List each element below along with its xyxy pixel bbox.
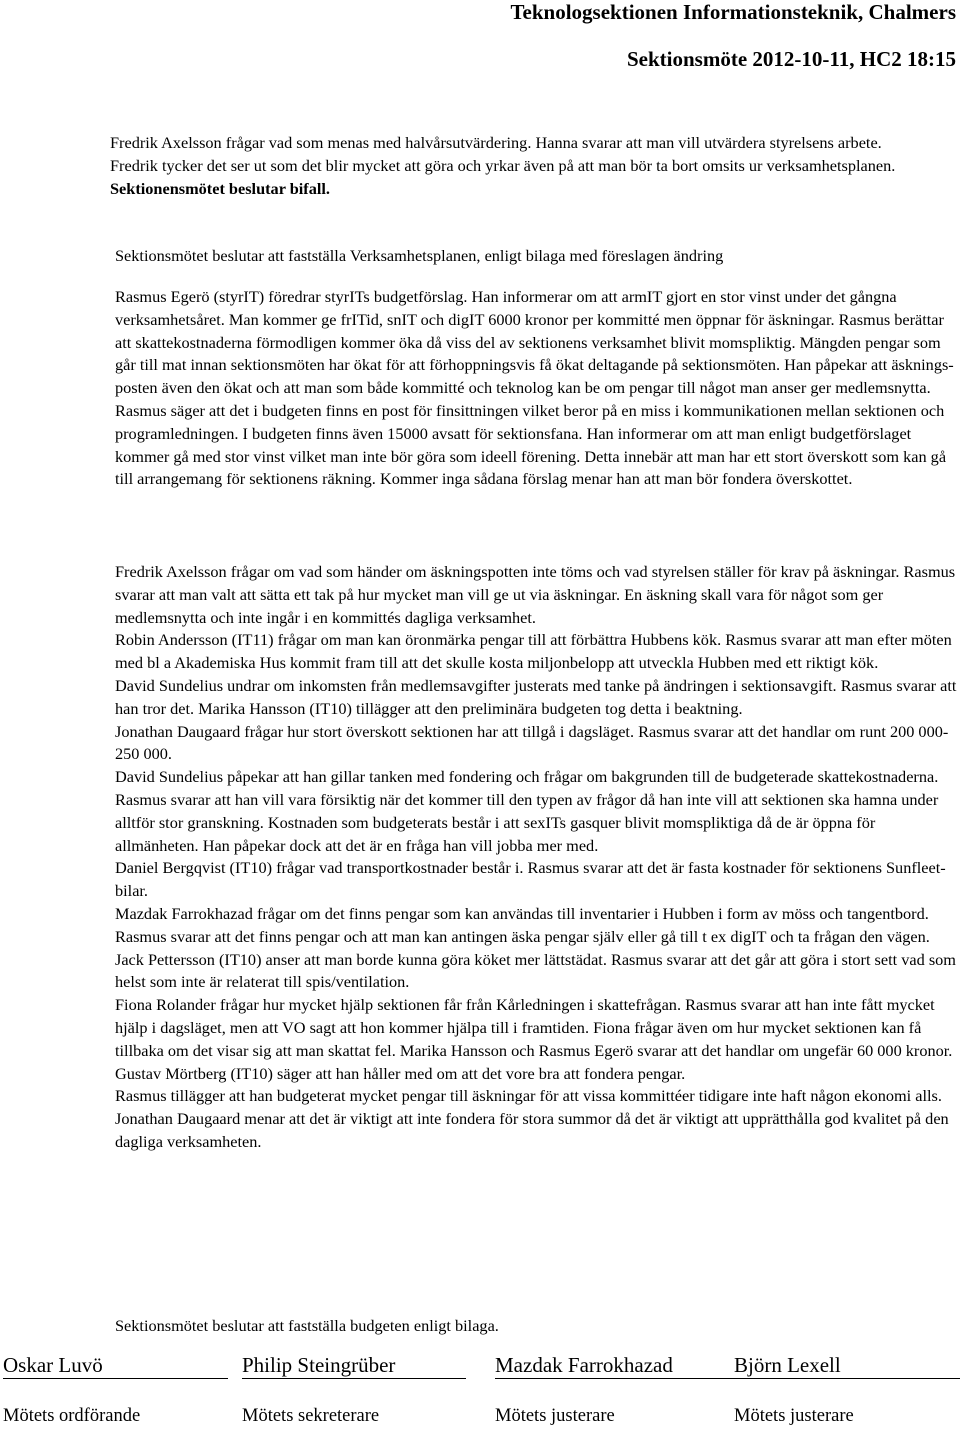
discussion-item: Jonathan Daugaard menar att det är viktigt att inte fondera för stora summor då det är viktigt att upprätthålla god kvalitet på den dagliga verksamheten.: [115, 1109, 949, 1151]
decision-verksamhetsplan: Sektionsmötet beslutar att fastställa Verksamhetsplanen, enligt bilaga med föreslagen ändring: [115, 246, 724, 265]
signature-chair: [3, 1352, 228, 1379]
document-header-meeting: Sektionsmöte 2012-10-11, HC2 18:15: [627, 47, 956, 71]
paragraph-halvarsutvardering: [110, 132, 930, 200]
signature-role-adjuster-2: Mötets justerare: [734, 1406, 854, 1426]
signature-name: Oskar Luvö: [3, 1352, 228, 1379]
discussion-block: [115, 561, 960, 1154]
discussion-item: Gustav Mörtberg (IT10) säger att han håller med om att det vore bra att fondera pengar.: [115, 1063, 686, 1083]
discussion-item: Fiona Rolander frågar hur mycket hjälp sektionen får från Kårledningen i skattefrågan. Rasmus svarar att han inte fått mycket hjälp i dagsläget, men att VO sagt att hon kommer hjälpa till i framtiden. Fiona frågar även om hur mycket sektionen kan få tillbaka om det visar sig att man skattat fel. Marika Hansson och Rasmus Egerö svarar att det handlar om ungefär 60 000 kronor.: [115, 995, 953, 1060]
signature-role-secretary: Mötets sekreterare: [242, 1406, 380, 1426]
signature-role-adjuster-1: Mötets justerare: [495, 1406, 615, 1426]
signature-adjuster-2: [734, 1352, 841, 1378]
discussion-item: Jonathan Daugaard frågar hur stort överskott sektionen har att tillgå i dagsläget. Rasmus svarar att det handlar om runt 200 000-250 000.: [115, 721, 949, 764]
discussion-item: Mazdak Farrokhazad frågar om det finns pengar som kan användas till inventarier i Hubben i form av möss och tangentbord. Rasmus svarar att det finns pengar och att man kan antingen äska pengar själv eller gå till t ex digIT och ta frågan den vägen.: [115, 903, 930, 946]
signature-adjuster-1: [495, 1352, 960, 1379]
decision-budget: Sektionsmötet beslutar att fastställa budgeten enligt bilaga.: [115, 1316, 499, 1335]
paragraph-text: Fredrik Axelsson frågar vad som menas med halvårsutvärdering. Hanna svarar att man vill utvärdera styrelsens arbete. Fredrik tycker det ser ut som det blir mycket att göra och yrkar även på att man bör ta bort omsits ur verksamhetsplanen.: [110, 133, 896, 175]
paragraph-budget-presentation: Rasmus Egerö (styrIT) föredrar styrITs budgetförslag. Han informerar om att armIT gjort en stor vinst under det gångna verksamhetsåret. Man kommer ge frITid, snIT och digIT 6000 kronor per kommitté men öppnar för äskningar. Rasmus berättar att skattekostnaderna förmodligen kommer öka då viss del av sektionens verksamhet blivit momspliktig. Mängden pengar som går till mat innan sektionsmöten har ökat för att förhoppningsvis få ökat deltagande på sektionsmöten. Han påpekar att äsknings-posten även den ökat och att man som både kommitté och teknolog kan be om pengar till något man anser ger medlemsnytta. Rasmus säger att det i budgeten finns en post för finsittningen vilket beror på en miss i kommunikationen mellan sektionen och programledningen. I budgeten finns även 15000 avsatt för sektionsfana. Han informerar om att man enligt budgetförslaget kommer gå med stor vinst vilket man inte bör göra som ideell förening. Detta innebär att man har ett stort överskott som kan gå till arrangemang för sektionens räkning. Kommer inga sådana förslag menar han att man bör fondera överskottet.: [115, 287, 954, 489]
discussion-item: Daniel Bergqvist (IT10) frågar vad transportkostnader består i. Rasmus svarar att det är fasta kostnader för sektionens Sunfleet-bilar.: [115, 858, 946, 901]
discussion-item: Fredrik Axelsson frågar om vad som händer om äskningspotten inte töms och vad styrelsen ställer för krav på äskningar. Rasmus svarar att man valt att sätta ett tak på hur mycket man vill ge ut via äskningar. En äskning skall vara för något som ger medlemsnytta och inte ingår i en kommittés dagliga verksamhet.: [115, 562, 956, 627]
discussion-item: Rasmus tillägger att han budgeterat mycket pengar till äskningar för att vissa kommittéer tidigare inte haft någon ekonomi alls.: [115, 1086, 942, 1106]
discussion-item: Robin Andersson (IT11) frågar om man kan öronmärka pengar till att förbättra Hubbens kök. Rasmus svarar att man efter möten med bl a Akademiska Hus kommit fram till att det skulle kosta miljonbelopp att utveckla Hubben med ett riktigt kök.: [115, 630, 952, 673]
discussion-item: Jack Pettersson (IT10) anser att man borde kunna göra köket mer lättstädat. Rasmus svarar att det går att göra i stort sett vad som helst som inte är relaterat till spis/ventilation.: [115, 949, 956, 992]
document-header-org: Teknologsektionen Informationsteknik, Chalmers: [510, 0, 956, 24]
signature-name: Mazdak Farrokhazad: [495, 1352, 960, 1379]
signature-role-chair: Mötets ordförande: [3, 1406, 141, 1426]
signature-name: Philip Steingrüber: [242, 1352, 466, 1379]
discussion-item: David Sundelius påpekar att han gillar tanken med fondering och frågar om bakgrunden till de budgeterade skattekostnaderna. Rasmus svarar att han vill vara försiktig när det kommer till den typen av frågor då han inte vill att sektionen ska hamna under alltför stor granskning. Kostnaden som budgeterats består i att sexITs gasquer blivit momspliktiga då de är öppna för allmänheten. Han påpekar dock att det är en fråga han vill jobba mer med.: [115, 767, 939, 855]
signature-secretary: [242, 1352, 466, 1379]
discussion-item: David Sundelius undrar om inkomsten från medlemsavgifter justerats med tanke på ändringen i sektionsavgift. Rasmus svarar att han tror det. Marika Hansson (IT10) tillägger att den preliminära budgeten tog detta i beaktning.: [115, 675, 957, 718]
decision-bold: Sektionensmötet beslutar bifall.: [110, 178, 330, 198]
signature-name: Björn Lexell: [734, 1353, 841, 1377]
